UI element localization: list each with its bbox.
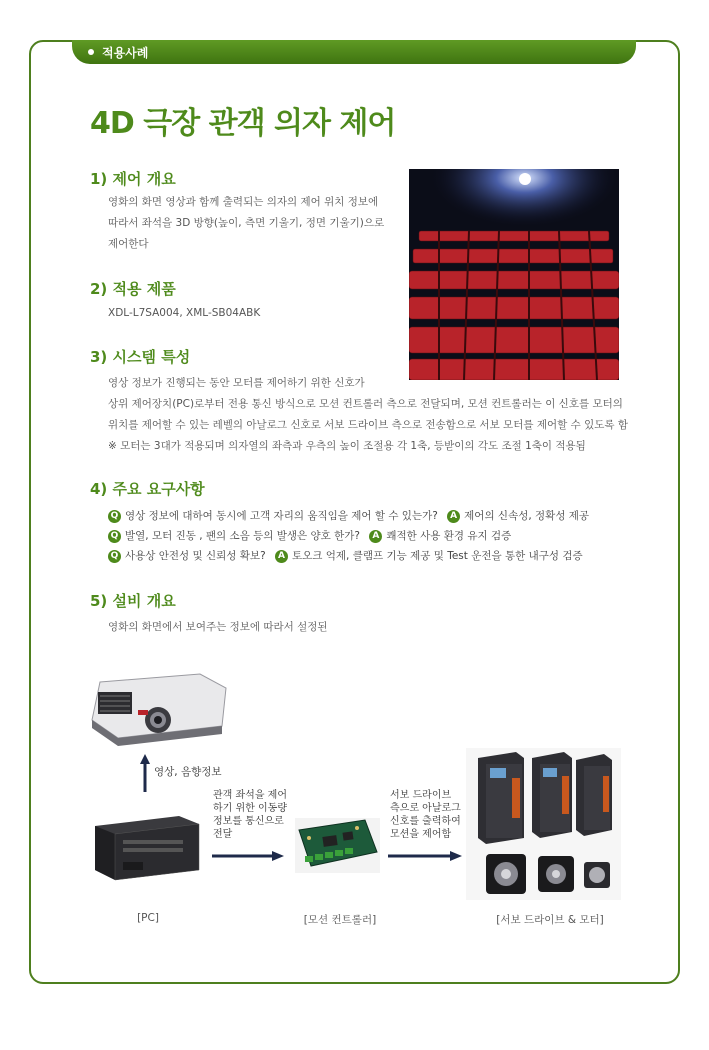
page-title: 4D 극장 관객 의자 제어 bbox=[90, 106, 396, 141]
section-heading-products: 2) 적용 제품 bbox=[90, 280, 176, 298]
up-arrow-icon bbox=[140, 754, 150, 792]
answer-text: 쾌적한 사용 환경 유지 검증 bbox=[386, 530, 512, 542]
a-badge: A bbox=[369, 530, 382, 543]
system-line-3: 위치를 제어할 수 있는 레벨의 아날로그 신호로 서보 드라이브 측으로 전송함으로 서보 모터를 제어할 수 있도록 함 bbox=[108, 419, 628, 431]
pc-note-line-4: 전달 bbox=[213, 829, 233, 840]
section-heading-overview: 1) 제어 개요 bbox=[90, 170, 176, 188]
equipment-line: 영화의 화면에서 보여주는 정보에 따라서 설정된 bbox=[108, 621, 328, 633]
question-text: 발열, 모터 진동 , 팬의 소음 등의 발생은 양호 한가? bbox=[125, 530, 361, 542]
overview-line-1: 영화의 화면 영상과 함께 출력되는 의자의 제어 위치 정보에 bbox=[108, 196, 379, 208]
section-heading-equipment: 5) 설비 개요 bbox=[90, 592, 176, 610]
system-line-1: 영상 정보가 진행되는 동안 모터를 제어하기 위한 신호가 bbox=[108, 377, 365, 389]
servo-note-line-2: 측으로 아날로그 bbox=[390, 803, 461, 814]
q-badge: Q bbox=[108, 530, 121, 543]
question-text: 영상 정보에 대하여 동시에 고객 자리의 움직임을 제어 할 수 있는가? bbox=[125, 510, 438, 522]
section-heading-requirements: 4) 주요 요구사항 bbox=[90, 480, 205, 498]
av-info-label: 영상, 음향정보 bbox=[154, 766, 222, 778]
requirement-item bbox=[108, 508, 589, 524]
question-text: 사용상 안전성 및 신뢰성 확보? bbox=[125, 550, 266, 562]
system-line-4: ※ 모터는 3대가 적용되며 의자열의 좌측과 우측의 높이 조절용 각 1축, 등받이의 각도 조절 1축이 적용됨 bbox=[108, 440, 586, 452]
section-tab bbox=[72, 40, 636, 64]
projector-image bbox=[88, 668, 228, 750]
right-arrow-icon bbox=[388, 846, 462, 856]
bullet-icon bbox=[88, 49, 94, 55]
servo-note-line-1: 서보 드라이브 bbox=[390, 790, 452, 801]
overview-line-2: 따라서 좌석을 3D 방향(높이, 측면 기울기, 정면 기울기)으로 bbox=[108, 217, 385, 229]
a-badge: A bbox=[275, 550, 288, 563]
q-badge: Q bbox=[108, 510, 121, 523]
pc-note-line-2: 하기 위한 이동량 bbox=[213, 803, 287, 814]
pc-caption: [PC] bbox=[137, 912, 159, 924]
servo-note-line-4: 모션을 제어함 bbox=[390, 829, 452, 840]
pc-note-line-1: 관객 좌석을 제어 bbox=[213, 790, 287, 801]
products-line: XDL-L7SA004, XML-SB04ABK bbox=[108, 307, 261, 319]
system-line-2: 상위 제어장치(PC)로부터 전용 통신 방식으로 모션 컨트롤러 측으로 전달되며, 모션 컨트롤러는 이 신호를 모터의 bbox=[108, 398, 623, 410]
answer-text: 토오크 억제, 클램프 기능 제공 및 Test 운전을 통한 내구성 검증 bbox=[291, 550, 583, 562]
a-badge: A bbox=[447, 510, 460, 523]
section-heading-system: 3) 시스템 특성 bbox=[90, 348, 191, 366]
requirement-item bbox=[108, 548, 583, 564]
tab-label: 적용사례 bbox=[102, 46, 149, 60]
pc-image bbox=[93, 812, 201, 882]
requirement-item bbox=[108, 528, 511, 544]
servo-note-line-3: 신호를 출력하여 bbox=[390, 816, 461, 827]
theater-seats-image bbox=[409, 169, 619, 380]
motion-controller-image bbox=[295, 818, 380, 873]
servo-drive-motor-image bbox=[466, 748, 621, 900]
answer-text: 제어의 신속성, 정확성 제공 bbox=[464, 510, 590, 522]
servo-caption: [서보 드라이브 & 모터] bbox=[496, 914, 604, 926]
overview-line-3: 제어한다 bbox=[108, 238, 149, 250]
right-arrow-icon bbox=[212, 846, 284, 856]
q-badge: Q bbox=[108, 550, 121, 563]
pc-note-line-3: 정보를 통신으로 bbox=[213, 816, 284, 827]
controller-caption: [모션 컨트롤러] bbox=[303, 914, 377, 926]
